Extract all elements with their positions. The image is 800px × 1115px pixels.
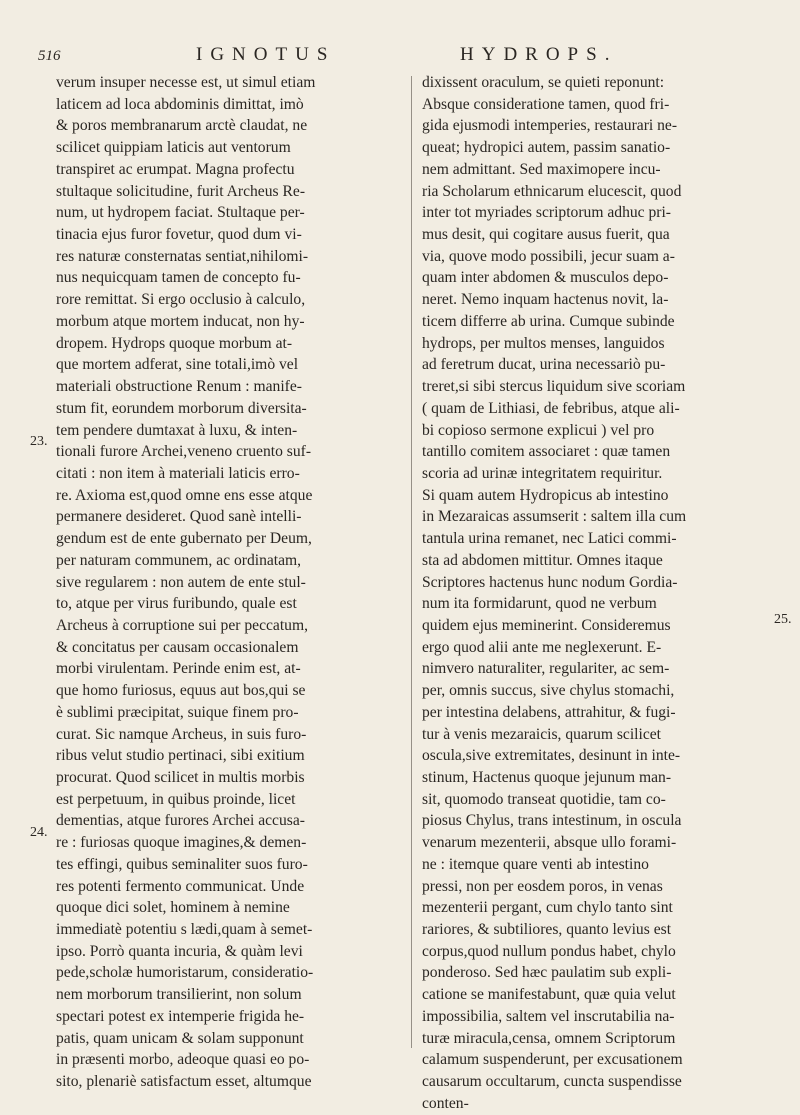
margin-note-25: 25. [774, 612, 792, 627]
text-line: oscula,sive extremitates, desinunt in inte- [422, 747, 681, 765]
text-line: tantula urina remanet, nec Latici commi- [422, 530, 677, 548]
text-line: causarum occultarum, cuncta suspendisse [422, 1073, 682, 1091]
text-line: stultaque solicitudine, furit Archeus Re- [56, 182, 306, 200]
text-line: mus desit, qui cogitare ausus fuerit, qua [422, 226, 670, 244]
text-line: ribus velut studio pertinaci, sibi exitium [56, 747, 305, 765]
text-line: via, quove modo possibili, jecur suam a- [422, 247, 675, 265]
text-line: pressi, non per eosdem poros, in venas [422, 877, 663, 895]
text-line: per intestina delabens, attrahitur, & fugi- [422, 703, 676, 721]
text-line: quidem ejus meminerint. Consideremus [422, 616, 671, 634]
text-line: neret. Nemo inquam hactenus novit, la- [422, 291, 669, 309]
text-line: scoria ad urinæ integritatem requiritur. [422, 464, 663, 482]
text-line: gida ejusmodi intemperies, restaurari ne- [422, 117, 678, 135]
text-line: stum fit, eorundem morborum diversita- [56, 399, 307, 417]
text-line: dropem. Hydrops quoque morbum at- [56, 334, 293, 352]
text-line: per naturam communem, ac ordinatam, [56, 551, 302, 569]
text-line: impossibilia, saltem vel inscrutabilia na- [422, 1007, 675, 1025]
text-line: to, atque per virus furibundo, quale est [56, 595, 297, 613]
text-line: piosus Chylus, trans intestinum, in oscula [422, 812, 682, 830]
text-line: ria Scholarum ethnicarum elucescit, quod [422, 182, 682, 200]
text-line: gendum est de ente gubernato per Deum, [56, 530, 312, 548]
right-text-column [422, 72, 768, 1115]
text-line: scilicet quippiam laticis aut ventorum [56, 139, 291, 157]
text-line: hydrops, per multos menses, languidos [422, 334, 665, 352]
text-line: ipso. Porrò quanta incuria, & quàm levi [56, 942, 303, 960]
text-line: immediatè potentiu s lædi,quam à semet- [56, 921, 313, 939]
text-line: in Mezaraicas assumserit : saltem illa cum [422, 508, 687, 526]
text-line: est perpetuum, in quibus proinde, licet [56, 790, 296, 808]
text-line: calamum suspenderunt, per excusationem [422, 1051, 683, 1069]
text-line: sito, plenariè satisfactum esset, altumque [56, 1073, 312, 1091]
column-divider [411, 76, 412, 1048]
text-line: spectari potest ex intemperie frigida he- [56, 1007, 305, 1025]
text-line: quam inter abdomen & musculos depo- [422, 269, 669, 287]
text-line: ne : itemque quare venti ab intestino [422, 855, 649, 873]
text-line: laticem ad loca abdominis dimittat, imò [56, 95, 304, 113]
text-line: morbi virulentam. Perinde enim est, at- [56, 660, 301, 678]
text-line: nimvero naturaliter, regulariter, ac sem- [422, 660, 670, 678]
text-line: dementias, atque furores Archei accusa- [56, 812, 305, 830]
text-line: permanere desideret. Quod sanè intelli- [56, 508, 302, 526]
text-line: transpiret ac erumpat. Magna profectu [56, 160, 295, 178]
text-line: tionali furore Archei,veneno cruento suf- [56, 443, 312, 461]
text-line: tantillo comitem associaret : quæ tamen [422, 443, 671, 461]
margin-note-23: 23. [30, 434, 48, 449]
text-line: num ita formidarunt, quod ne verbum [422, 595, 657, 613]
text-line: inter tot myriades scriptorum adhuc pri- [422, 204, 671, 222]
text-line: conten- [422, 1094, 469, 1112]
text-line: in præsenti morbo, adeoque quasi eo po- [56, 1051, 310, 1069]
text-line: nus nequicquam tamen de concepto fu- [56, 269, 301, 287]
text-line: turæ miracula,censa, omnem Scriptorum [422, 1029, 676, 1047]
text-line: Scriptores hactenus hunc nodum Gordia- [422, 573, 678, 591]
text-line: ticem differre ab urina. Cumque subinde [422, 312, 675, 330]
text-line: per, omnis succus, sive chylus stomachi, [422, 682, 675, 700]
text-line: ponderoso. Sed hæc paulatim sub expli- [422, 964, 672, 982]
text-line: nem morborum transilierint, non solum [56, 986, 302, 1004]
text-line: tur à venis mezaraicis, quarum scilicet [422, 725, 662, 743]
running-title-right: HYDROPS. [460, 44, 618, 65]
text-line: pede,scholæ humoristarum, consideratio- [56, 964, 314, 982]
text-line: tem pendere dumtaxat à luxu, & inten- [56, 421, 298, 439]
text-line: tinacia ejus furor fovetur, quod dum vi- [56, 226, 302, 244]
page-number: 516 [38, 48, 61, 64]
text-line: quoque dici solet, hominem à nemine [56, 899, 290, 917]
text-line: Si quam autem Hydropicus ab intestino [422, 486, 669, 504]
text-line: Absque consideratione tamen, quod fri- [422, 95, 670, 113]
text-line: tes effingi, quibus seminaliter suos furo- [56, 855, 308, 873]
text-line: ( quam de Lithiasi, de febribus, atque ali- [422, 399, 680, 417]
text-line: re : furiosas quoque imagines,& demen- [56, 834, 307, 852]
text-line: ergo quod alii ante me neglexerunt. E- [422, 638, 662, 656]
text-line: num, ut hydropem faciat. Stultaque per- [56, 204, 305, 222]
text-line: treret,si sibi stercus liquidum sive scoriam [422, 378, 686, 396]
running-header [38, 44, 760, 68]
text-line: catione se manifestabunt, quæ quia velut [422, 986, 676, 1004]
text-line: queat; hydropici autem, passim sanatio- [422, 139, 671, 157]
text-line: curat. Sic namque Archeus, in suis furo- [56, 725, 307, 743]
text-line: morbum atque mortem inducat, non hy- [56, 312, 305, 330]
text-line: & poros membranarum arctè claudat, ne [56, 117, 308, 135]
text-line: que mortem adferat, sine totali,imò vel [56, 356, 299, 374]
text-line: rariores, & subtiliores, quanto levius est [422, 921, 672, 939]
text-line: verum insuper necesse est, ut simul etiam [56, 74, 316, 91]
text-line: corpus,quod nullum pondus habet, chylo [422, 942, 676, 960]
running-title-left: IGNOTUS [196, 44, 336, 65]
text-line: citati : non item à materiali laticis erro- [56, 464, 300, 482]
text-line: Archeus à corruptione sui per peccatum, [56, 616, 308, 634]
text-line: è sublimi præcipitat, suique finem pro- [56, 703, 299, 721]
text-line: rore remittat. Si ergo occlusio à calculo, [56, 291, 306, 309]
text-line: sit, quomodo transeat quotidie, tam co- [422, 790, 666, 808]
text-line: sive regularem : non autem de ente stul- [56, 573, 306, 591]
text-line: ad feretrum ducat, urina necessariò pu- [422, 356, 666, 374]
text-line: re. Axioma est,quod omne ens esse atque [56, 486, 313, 504]
left-text-column [56, 72, 402, 1093]
text-line: procurat. Quod scilicet in multis morbis [56, 769, 305, 786]
margin-note-24: 24. [30, 825, 48, 840]
text-line: nem admittant. Sed maximopere incu- [422, 160, 661, 178]
text-line: mezenterii pergant, cum chylo tanto sint [422, 899, 673, 917]
text-line: res naturæ consternatas sentiat,nihilomi- [56, 247, 309, 265]
text-line: sta ad abdomen mittitur. Omnes itaque [422, 551, 663, 569]
text-line: que homo furiosus, equus aut bos,qui se [56, 682, 306, 700]
text-line: stinum, Hactenus quoque jejunum man- [422, 769, 672, 786]
text-line: bi copioso sermone explicui ) vel pro [422, 421, 655, 439]
text-line: materiali obstructione Renum : manife- [56, 378, 302, 396]
text-line: venarum mezenterii, absque ullo forami- [422, 834, 677, 852]
text-line: patis, quam unicam & solam supponunt [56, 1029, 304, 1047]
text-line: dixissent oraculum, se quieti reponunt: [422, 74, 665, 91]
text-line: res potenti fermento communicat. Unde [56, 877, 305, 895]
text-line: & concitatus per causam occasionalem [56, 638, 299, 656]
